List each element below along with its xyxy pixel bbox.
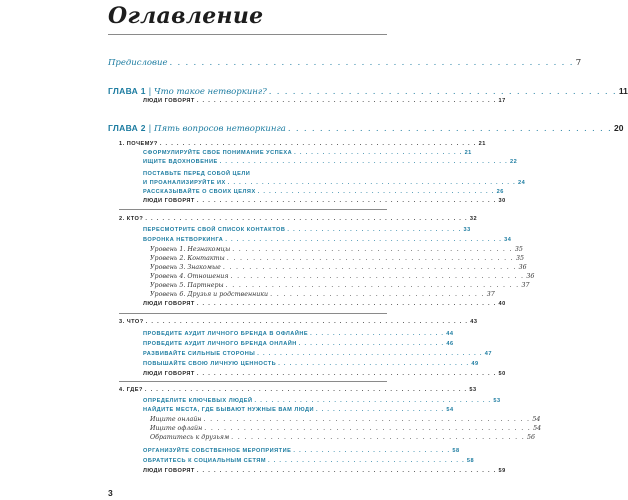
toc-level[interactable]: [150, 425, 542, 432]
toc-label: ВОРОНКА НЕТВОРКИНГА: [143, 237, 224, 243]
toc-page: 11: [618, 86, 628, 96]
toc-label: ИЩИТЕ ВДОХНОВЕНИЕ: [143, 159, 218, 165]
toc-section-where[interactable]: [119, 387, 477, 393]
leader-dots: . . . . . . . . . . . . . . . . . . . . . . . . . . . . . . . . . . . . . . . . . . . . . . . . . . . . .: [196, 371, 497, 377]
toc-entry[interactable]: [143, 407, 454, 413]
toc-page: 56: [527, 434, 536, 441]
toc-entry-chapter-1[interactable]: ГЛАВА 1 | Что такое нетворкинг? . . . . . . . . . . . . . . . . . . . . . . . . . . . . . . . . . . . . . . . . . . . . 11: [108, 86, 628, 97]
leader-dots: . . . . . . . . . . . . . . . . . . . . . . . . . . . . . . . . .: [270, 291, 485, 298]
page-number: 3: [108, 488, 113, 498]
leader-dots: . . . . . . . . . . . . . . . . . . . . . . . . . . . . . . . . . . . . . . . . . . . . .: [231, 434, 526, 441]
toc-label: РАЗВИВАЙТЕ СИЛЬНЫЕ СТОРОНЫ: [143, 351, 256, 357]
leader-dots: . . . . . . . . . . . . . . . . . . . . . . . . . . . . . . . . . . . . . . . . . .: [254, 398, 492, 404]
toc-label: Уровень 6. Друзья и родственники: [150, 291, 269, 298]
toc-label: Обратитесь к друзьям: [150, 434, 230, 441]
leader-dots: . . . . . . . . . . . . . . . . . . . . . . . . . . . . . . . . . . . . . . . . . . . . . . . . . . . . . . . .: [159, 141, 477, 147]
toc-entry-people-say[interactable]: [143, 98, 506, 104]
toc-label: ПЕРЕСМОТРИТЕ СВОЙ СПИСОК КОНТАКТОВ: [143, 227, 286, 233]
toc-level[interactable]: [150, 255, 525, 262]
toc-page: 33: [463, 227, 471, 233]
toc-label: ОБРАТИТЕСЬ К СОЦИАЛЬНЫМ СЕТЯМ: [143, 458, 266, 464]
toc-section-who[interactable]: [119, 216, 478, 222]
leader-dots: . . . . . . . . . . . . . . . . . . . . . . . . . . . . . . . . . . . . . . . . . . . . .: [230, 273, 525, 280]
toc-page: 54: [446, 407, 454, 413]
toc-page: 47: [484, 351, 492, 357]
toc-page: 24: [518, 180, 526, 186]
toc-label: ОРГАНИЗУЙТЕ СОБСТВЕННОЕ МЕРОПРИЯТИЕ: [143, 448, 292, 454]
toc-entry-goals-line2[interactable]: [143, 180, 526, 186]
toc-page: 32: [469, 216, 478, 222]
leader-dots: . . . . . . . . . . . . . . . . . . . . . . . . . . . . . . . . . . . . . . . .: [257, 351, 483, 357]
toc-page: 53: [493, 398, 501, 404]
toc-page: 37: [521, 282, 530, 289]
toc-entry-goals-line1[interactable]: ПОСТАВЬТЕ ПЕРЕД СОБОЙ ЦЕЛИ: [143, 171, 251, 177]
chapter-label: ГЛАВА 1: [108, 86, 146, 96]
toc-label: ПРОВЕДИТЕ АУДИТ ЛИЧНОГО БРЕНДА В ОФЛАЙНЕ: [143, 331, 309, 337]
toc-entry[interactable]: [143, 150, 472, 156]
toc-entry[interactable]: [143, 351, 492, 357]
toc-level[interactable]: [150, 416, 541, 423]
toc-label: И ПРОАНАЛИЗИРУЙТЕ ИХ: [143, 180, 226, 186]
toc-label: 4. ГДЕ?: [119, 387, 143, 393]
toc-label: ЛЮДИ ГОВОРЯТ: [143, 301, 195, 307]
leader-dots: . . . . . . . . . . . . . . . . . . . . . . . . . . . . . . . . . . . . . . . . . .: [257, 189, 495, 195]
chapter-title: Что такое нетворкинг?: [154, 87, 267, 97]
leader-dots: . . . . . . . . . . . . . . . . . . . . . . . . . . . . . . . . . .: [278, 361, 470, 367]
toc-entry[interactable]: [143, 341, 454, 347]
leader-dots: . . . . . . . . . . . . . . . . . . . . . . . . . . . . . . . . . . . . . . . . . . . . . . . . . . . . .: [196, 198, 497, 204]
toc-entry[interactable]: [143, 189, 504, 195]
leader-dots: . . . . . . . . . . . . . . . . . . . . . . . . . . . . . .: [294, 150, 463, 156]
toc-level[interactable]: [150, 246, 523, 253]
toc-entry-people-say[interactable]: [143, 301, 506, 307]
leader-dots: . . . . . . . . . . . . . . . . . . . . . . . . . .: [298, 341, 445, 347]
toc-entry-chapter-2[interactable]: ГЛАВА 2 | Пять вопросов нетворкинга . . . . . . . . . . . . . . . . . . . . . . . . . . . . . . . . . . . . . . . . . 20: [108, 123, 624, 134]
toc-page: 36: [518, 264, 527, 271]
chapter-label: ГЛАВА 2: [108, 123, 146, 133]
leader-dots: . . . . . . . . . . . . . . . . . . . . . . . . . . . . . . . . . . . . . . . . .: [287, 124, 612, 134]
toc-page: 54: [533, 425, 542, 432]
toc-page: 36: [526, 273, 535, 280]
toc-page: 17: [498, 98, 506, 104]
toc-label: 3. ЧТО?: [119, 319, 144, 325]
toc-label: ЛЮДИ ГОВОРЯТ: [143, 468, 195, 474]
toc-label: Уровень 4. Отношения: [150, 273, 229, 280]
toc-label: СФОРМУЛИРУЙТЕ СВОЕ ПОНИМАНИЕ УСПЕХА: [143, 150, 293, 156]
title-rule: [108, 34, 387, 35]
toc-entry[interactable]: [143, 227, 471, 233]
toc-entry[interactable]: [143, 361, 479, 367]
toc-label: ПОВЫШАЙТЕ СВОЮ ЛИЧНУЮ ЦЕННОСТЬ: [143, 361, 277, 367]
leader-dots: . . . . . . . . . . . . . . . . . . . . . . . . . . . . . . . . . . . . . . . . . . . . . . . . . . . . .: [196, 468, 497, 474]
toc-level[interactable]: [150, 273, 535, 280]
toc-label: Ищите офлайн: [150, 425, 203, 432]
toc-entry[interactable]: [143, 331, 454, 337]
toc-page: 7: [575, 58, 582, 68]
toc-page: 43: [470, 319, 478, 325]
toc-page: 49: [471, 361, 479, 367]
toc-entry-people-say[interactable]: [143, 371, 506, 377]
toc-entry[interactable]: [143, 448, 460, 454]
toc-entry-people-say[interactable]: [143, 198, 506, 204]
toc-page: 58: [452, 448, 460, 454]
toc-page: 53: [469, 387, 477, 393]
toc-page: 34: [504, 237, 512, 243]
leader-dots: . . . . . . . . . . . . . . . . . . . . . . . . . . . . . . . . . . .: [267, 458, 465, 464]
leader-dots: . . . . . . . . . . . . . . . . . . . . . . . . . . . . . . . . . . . . . . . . . . . . .: [225, 282, 520, 289]
leader-dots: . . . . . . . . . . . . . . . . . . . . . . . . . . . . . . . . . . . . . . . . . . . . . . . . . . .: [227, 180, 516, 186]
toc-page: 40: [498, 301, 506, 307]
toc-page: 59: [498, 468, 506, 474]
toc-section-what[interactable]: [119, 319, 478, 325]
toc-entry[interactable]: [143, 237, 512, 243]
section-divider: [119, 381, 387, 382]
toc-label: Предисловие: [108, 58, 168, 68]
toc-label: Уровень 5. Партнеры: [150, 282, 224, 289]
toc-label: НАЙДИТЕ МЕСТА, ГДЕ БЫВАЮТ НУЖНЫЕ ВАМ ЛЮДИ: [143, 407, 314, 413]
toc-page: 22: [509, 159, 518, 165]
toc-page: 35: [514, 246, 523, 253]
leader-dots: . . . . . . . . . . . . . . . . . . . . . . . . . . . . . . . . . . . . . . . . . . . . . . . . . . .: [219, 159, 508, 165]
toc-entry[interactable]: [143, 458, 475, 464]
toc-entry-people-say[interactable]: [143, 468, 506, 474]
leader-dots: . . . . . . . . . . . . . . . . . . . . . . . . . . . . . . . . . . . . . . . . . . . . . . . . . . . . . . . . .: [145, 216, 468, 222]
toc-entry-preface[interactable]: [108, 58, 582, 68]
leader-dots: . . . . . . . . . . . . . . . . . . . . . . . . . . . . . . . . . . . . . . . . . . . . . . . . . . . . .: [196, 98, 497, 104]
leader-dots: . . . . . . . . . . . . . . . . . . . . . . . . . . . . . . . . . . . . . . . . . . . .: [226, 255, 514, 262]
toc-page: 58: [466, 458, 475, 464]
chapter-title: Пять вопросов нетворкинга: [154, 124, 286, 134]
toc-page: 26: [496, 189, 504, 195]
toc-page: 54: [532, 416, 541, 423]
toc-page: 44: [446, 331, 454, 337]
leader-dots: . . . . . . . . . . . . . . . . . . . . . . . . . . . . . . . . . . . . . . . . . . . . . . . . . . .: [169, 58, 574, 68]
leader-dots: . . . . . . . . . . . . . . . . . . . . . . . . . . . . . . . . . . . . . . . . . . . .: [268, 87, 617, 97]
toc-label: 1. ПОЧЕМУ?: [119, 141, 158, 147]
toc-label: ЛЮДИ ГОВОРЯТ: [143, 198, 195, 204]
toc-level[interactable]: [150, 434, 536, 441]
leader-dots: . . . . . . . . . . . . . . . . . . . . . . . . . . . . . . . . . . . . . . . . . . . . . . . . . .: [204, 425, 532, 432]
leader-dots: . . . . . . . . . . . . . . . . . . . . . . . . . . . . . . . . . . . . . . . . . . . . .: [222, 264, 517, 271]
leader-dots: . . . . . . . . . . . . . . . . . . . . . . . . . . . . . . . . . . . . . . . . . . . . . . . . .: [225, 237, 503, 243]
toc-page: 35: [516, 255, 525, 262]
toc-label: РАССКАЗЫВАЙТЕ О СВОИХ ЦЕЛЯХ: [143, 189, 256, 195]
toc-label: 2. КТО?: [119, 216, 144, 222]
toc-entry[interactable]: [143, 398, 501, 404]
page-title: Оглавление: [108, 3, 264, 29]
toc-label: ЛЮДИ ГОВОРЯТ: [143, 371, 195, 377]
section-divider: [119, 313, 387, 314]
toc-section-why[interactable]: [119, 141, 486, 147]
leader-dots: . . . . . . . . . . . . . . . . . . . . . . . .: [310, 331, 445, 337]
section-divider: [119, 209, 387, 210]
toc-label: ОПРЕДЕЛИТЕ КЛЮЧЕВЫХ ЛЮДЕЙ: [143, 398, 253, 404]
toc-entry[interactable]: [143, 159, 518, 165]
toc-label: Уровень 1. Незнакомцы: [150, 246, 231, 253]
toc-page: 37: [486, 291, 495, 298]
toc-level[interactable]: [150, 291, 495, 298]
toc-label: Уровень 3. Знакомые: [150, 264, 221, 271]
leader-dots: . . . . . . . . . . . . . . . . . . . . . . . . . . . . . . .: [287, 227, 462, 233]
toc-page: 50: [498, 371, 506, 377]
toc-level[interactable]: [150, 282, 530, 289]
toc-page: 21: [464, 150, 472, 156]
toc-page: 46: [446, 341, 454, 347]
toc-level[interactable]: [150, 264, 527, 271]
leader-dots: . . . . . . . . . . . . . . . . . . . . . . . . . . . . . . . . . . . . . . . . . . . . . . . . . . . . . . . . .: [144, 387, 468, 393]
leader-dots: . . . . . . . . . . . . . . . . . . . . . . . . . . . . . . . . . . . . . . . . . . . . . . . . . . . . . . . . .: [145, 319, 469, 325]
toc-page: 20: [613, 123, 624, 133]
toc-page: 30: [498, 198, 506, 204]
toc-label: Ищите онлайн: [150, 416, 202, 423]
leader-dots: . . . . . . . . . . . . . . . . . . . . . . . . . . . .: [293, 448, 451, 454]
toc-label: ЛЮДИ ГОВОРЯТ: [143, 98, 195, 104]
toc-label: Уровень 2. Контакты: [150, 255, 225, 262]
leader-dots: . . . . . . . . . . . . . . . . . . . . . . .: [315, 407, 445, 413]
leader-dots: . . . . . . . . . . . . . . . . . . . . . . . . . . . . . . . . . . . . . . . . . . .: [232, 246, 513, 253]
leader-dots: . . . . . . . . . . . . . . . . . . . . . . . . . . . . . . . . . . . . . . . . . . . . . . . . . .: [203, 416, 531, 423]
leader-dots: . . . . . . . . . . . . . . . . . . . . . . . . . . . . . . . . . . . . . . . . . . . . . . . . . . . . .: [196, 301, 497, 307]
toc-page: 21: [478, 141, 486, 147]
toc-label: ПРОВЕДИТЕ АУДИТ ЛИЧНОГО БРЕНДА ОНЛАЙН: [143, 341, 297, 347]
